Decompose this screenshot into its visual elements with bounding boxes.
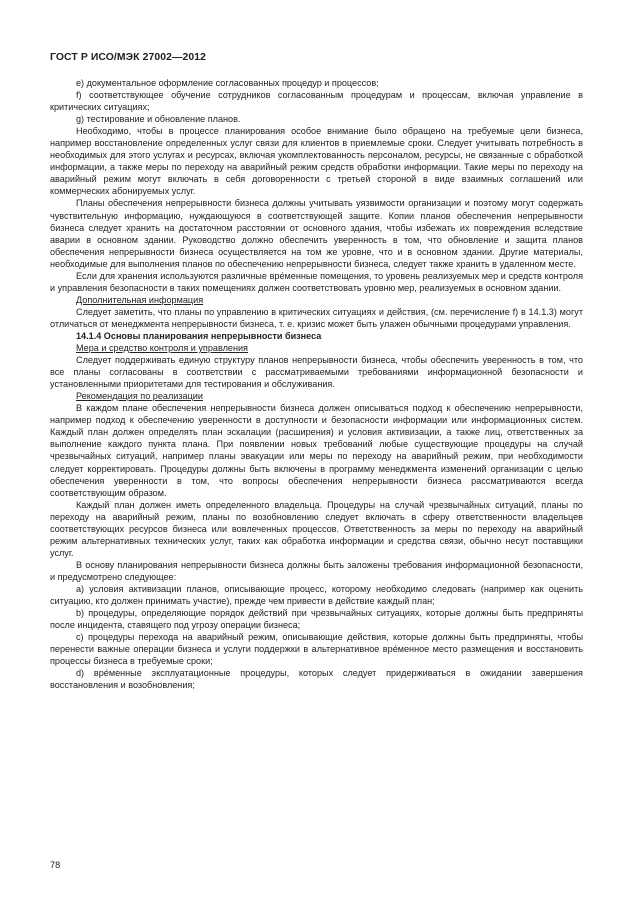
body-paragraph: В каждом плане обеспечения непрерывности бизнеса должен описываться подход к обеспечению непрерывности, например подход к обеспечению уверенности в доступности и безопасности информации или информационных систем. Каждый план должен определять план эскалации (расширения) и условия активизации, а также лиц, ответственных за выполнение каждого пункта плана. При появлении новых требований любые существующие процедуры на случай чрезвычайных ситуаций, например планы эвакуации или меры по переходу на аварийный режим, при необходимости следует корректировать. Процедуры должны быть включены в программу менеджмента изменений организации с целью обеспечения уверенности в том, что вопросы обеспечения непрерывности бизнеса рассматриваются всегда соответствующим образом. (50, 403, 583, 498)
body-paragraph: Необходимо, чтобы в процессе планирования особое внимание было обращено на требуемые цели бизнеса, например восстановление определенных услуг связи для клиентов в приемлемые сроки. Следует учитывать потребность в необходимых для этого услугах и ресурсах, включая укомплектованность персоналом, ресурсы, не связанные с обработкой информации, а также меры по переходу на аварийный режим средств обработки информации. Такие меры по переходу на аварийный режим могут включать в себя договоренности с третьей стороной в виде взаимных соглашений или коммерческих абонируемых услуг. (50, 126, 583, 197)
body-paragraph: d) вре́менные эксплуатационные процедуры, которых следует придерживаться в ожидании завершения восстановления и возобновления; (50, 668, 583, 691)
subsection-label: Мера и средство контроля и управления (76, 343, 248, 354)
body-paragraph: f) соответствующее обучение сотрудников согласованным процедурам и процессам, включая управление в критических ситуациях; (50, 90, 583, 113)
page-body (50, 77, 583, 691)
page-number: 78 (50, 860, 61, 870)
body-paragraph: g) тестирование и обновление планов. (76, 114, 241, 125)
subsection-label: Дополнительная информация (76, 294, 204, 305)
body-paragraph: Планы обеспечения непрерывности бизнеса должны учитывать уязвимости организации и поэтому могут содержать чувствительную информацию, нуждающуюся в соответствующей защите. Копии планов обеспечения непрерывности бизнеса следует хранить на достаточном расстоянии от основного здания, чтобы избежать их повреждения вследствие аварии в основном здании. Руководство должно обеспечить уверенность в том, что обновление и защита планов обеспечения непрерывности бизнеса осуществляется на том же уровне, что и в основном здании. Другие материалы, необходимые для выполнения планов по обеспечению непрерывности бизнеса, следует также хранить в удаленном месте. (50, 198, 583, 269)
page-header: ГОСТ Р ИСО/МЭК 27002—2012 (50, 52, 206, 63)
body-paragraph: a) условия активизации планов, описывающие процесс, которому необходимо следовать (например как оценить ситуацию, кто должен принимать участие), прежде чем привести в действие каждый план; (50, 583, 583, 607)
body-paragraph: b) процедуры, определяющие порядок действий при чрезвычайных ситуациях, которые должны быть предприняты после инцидента, ставящего под угрозу операции бизнеса; (50, 608, 583, 631)
body-paragraph: Следует поддерживать единую структуру планов непрерывности бизнеса, чтобы обеспечить уверенность в том, что все планы согласованы в соответствии с рассматриваемыми требованиями информационной безопасности и установленными приоритетами для тестирования и обслуживания. (50, 355, 583, 390)
body-paragraph: Если для хранения используются различные вре́менные помещения, то уровень реализуемых мер и средств контроля и управления безопасности в таких помещениях должен соответствовать уровню мер, реализуемых в основном здании. (50, 270, 583, 293)
section-heading: 14.1.4 Основы планирования непрерывности бизнеса (76, 330, 322, 341)
body-paragraph: В основу планирования непрерывности бизнеса должны быть заложены требования информационной безопасности, и предусмотрено следующее: (50, 559, 583, 582)
body-paragraph: Каждый план должен иметь определенного владельца. Процедуры на случай чрезвычайных ситуаций, планы по переходу на аварийный режим, планы по возобновлению следует включать в сферу ответственности владельцев соответствующих ресурсов бизнеса или вовлеченных процессов. Ответственность за меры по переходу на аварийный режим альтернативных технических услуг, таких как обработка информации и средства связи, обычно несут поставщики услуг. (50, 499, 583, 558)
body-paragraph: e) документальное оформление согласованных процедур и процессов; (76, 78, 379, 88)
body-paragraph: c) процедуры перехода на аварийный режим, описывающие действия, которые должны быть предприняты, чтобы перенести важные операции бизнеса и услуги поддержки в альтернативное вре́менное место размещения и восстановить процессы бизнеса в требуемые сроки; (50, 632, 583, 667)
subsection-label: Рекомендация по реализации (76, 391, 203, 402)
body-paragraph: Следует заметить, что планы по управлению в критических ситуациях и действия, (см. перечисление f) в 14.1.3) могут отличаться от менеджмента непрерывности бизнеса, т. е. кризис может быть улажен обычными процедурами управления. (50, 306, 583, 329)
